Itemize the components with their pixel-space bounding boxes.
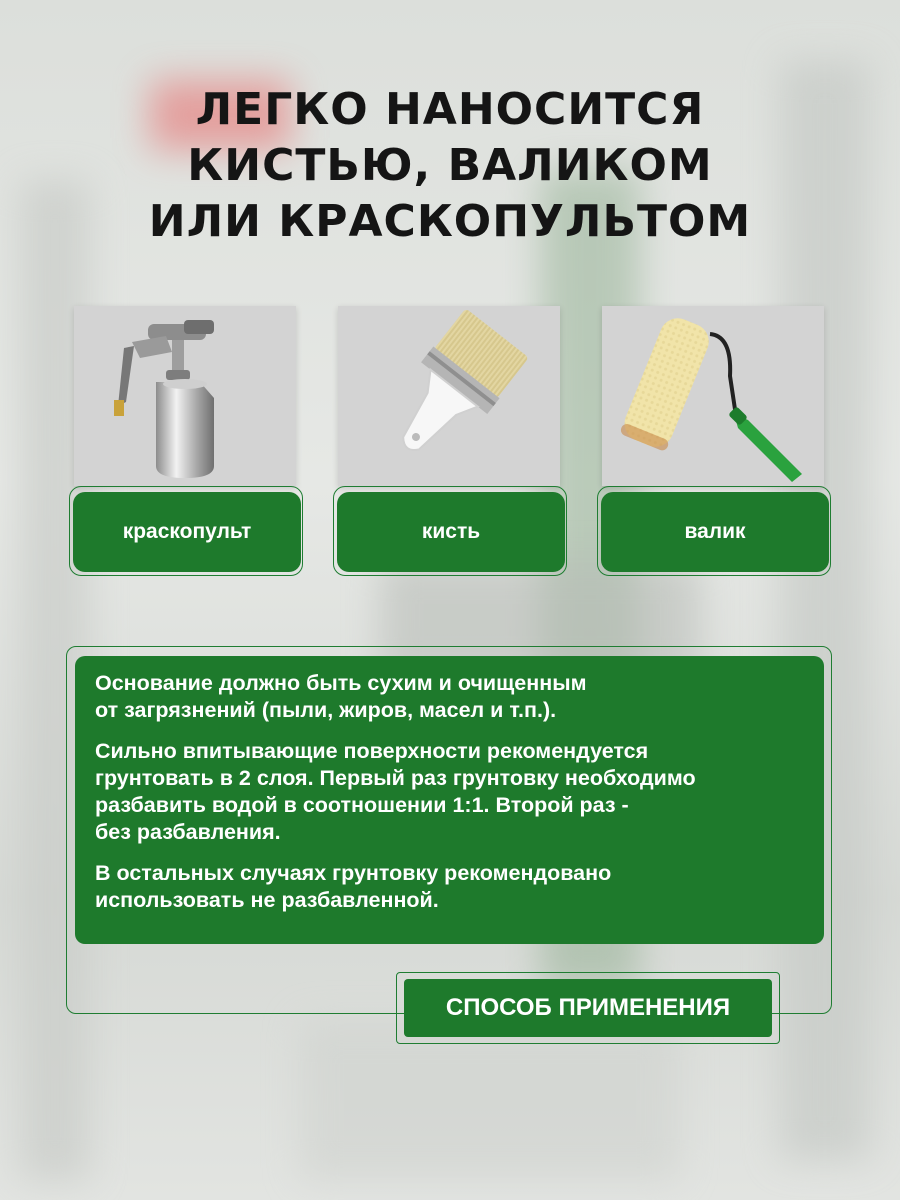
headline-line-1: ЛЕГКО НАНОСИТСЯ bbox=[195, 84, 705, 135]
instruction-paragraph-1 bbox=[95, 670, 804, 724]
paint-roller-icon bbox=[602, 306, 824, 486]
spray-gun-icon bbox=[74, 306, 296, 486]
tool-label-brush: кисть bbox=[337, 492, 565, 572]
brush-photo bbox=[338, 306, 560, 486]
roller-photo bbox=[602, 306, 824, 486]
paint-brush-icon bbox=[338, 306, 560, 486]
instruction-line: использовать не разбавленной. bbox=[95, 888, 439, 912]
instruction-line: Основание должно быть сухим и очищенным bbox=[95, 671, 587, 695]
instructions-panel bbox=[75, 656, 824, 944]
tool-label-spray-gun: краскопульт bbox=[73, 492, 301, 572]
tool-label-roller: валик bbox=[601, 492, 829, 572]
headline-line-2: КИСТЬЮ, ВАЛИКОМ bbox=[187, 140, 713, 191]
method-label: СПОСОБ ПРИМЕНЕНИЯ bbox=[404, 979, 772, 1037]
instruction-line: В остальных случаях грунтовку рекомендовано bbox=[95, 861, 612, 885]
instruction-line: грунтовать в 2 слоя. Первый раз грунтовку необходимо bbox=[95, 766, 696, 790]
spray-gun-photo bbox=[74, 306, 296, 486]
headline-line-3: ИЛИ КРАСКОПУЛЬТОМ bbox=[148, 196, 752, 247]
instruction-line: разбавить водой в соотношении 1:1. Второй раз - bbox=[95, 793, 629, 817]
instruction-line: без разбавления. bbox=[95, 820, 281, 844]
instruction-paragraph-3 bbox=[95, 860, 804, 914]
instruction-paragraph-2 bbox=[95, 738, 804, 846]
tool-card-brush bbox=[338, 306, 574, 582]
tool-card-spray-gun bbox=[74, 306, 310, 582]
tool-card-roller bbox=[602, 306, 838, 582]
instruction-line: от загрязнений (пыли, жиров, масел и т.п.). bbox=[95, 698, 557, 722]
instruction-line: Сильно впитывающие поверхности рекомендуется bbox=[95, 739, 649, 763]
headline bbox=[0, 82, 900, 250]
